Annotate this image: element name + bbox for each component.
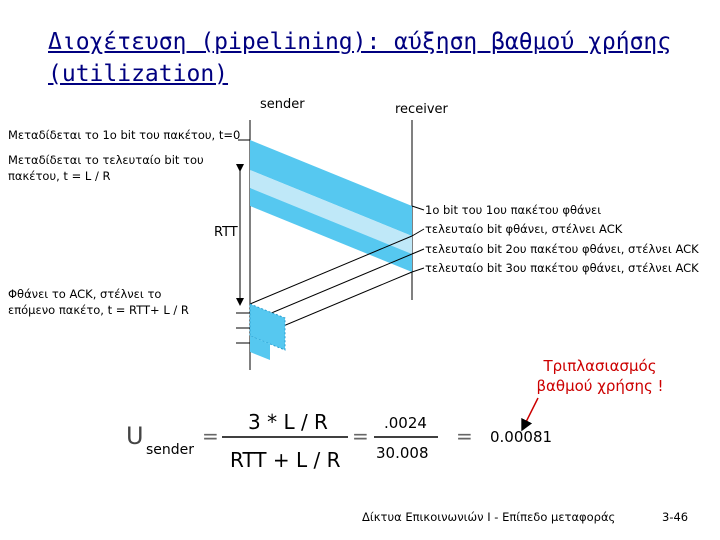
- formula-eq-1: =: [202, 424, 219, 448]
- receiver-label: receiver: [395, 102, 448, 117]
- label-ack-2: επόμενο πακέτο, t = RTT+ L / R: [8, 303, 189, 317]
- label-first-bit: Μεταδίδεται το 1ο bit του πακέτου, t=0: [8, 128, 241, 142]
- label-last-bit-1: Μεταδίδεται το τελευταίο bit του: [8, 153, 204, 167]
- label-third-last: τελευταίο bit 3ου πακέτου φθάνει, στέλνει ACK: [425, 261, 699, 275]
- callout-line-2: βαθμού χρήσης !: [536, 377, 664, 395]
- page-number: 3-46: [662, 510, 689, 524]
- pointer-first-arrives: [412, 206, 424, 210]
- formula-numerator: 3 * L / R: [248, 410, 328, 434]
- ack-line-1: [250, 236, 412, 304]
- formula-eq-3: =: [456, 424, 473, 448]
- formula-eq-2: =: [352, 424, 369, 448]
- sender-label: sender: [260, 97, 305, 112]
- footer-text: Δίκτυα Επικοινωνιών Ι - Επίπεδο μεταφοράς: [362, 510, 616, 524]
- pointer-third-last: [412, 268, 424, 272]
- callout-line-1: Τριπλασιασμός: [543, 357, 657, 375]
- label-rtt: RTT: [214, 225, 238, 240]
- label-last-bit-2: πακέτου, t = L / R: [8, 169, 111, 183]
- ack-line-2: [250, 254, 412, 322]
- pointer-second-last: [412, 249, 424, 254]
- formula-u: U: [126, 422, 144, 450]
- callout-arrow: [524, 398, 538, 426]
- pointer-last-arrives: [412, 229, 424, 236]
- label-first-arrives: 1ο bit του 1ου πακέτου φθάνει: [425, 203, 602, 217]
- slide-title: Διοχέτευση (pipelining): αύξηση βαθμού χρήσης (utilization): [48, 29, 672, 87]
- formula-den2: 30.008: [376, 444, 429, 462]
- formula-result: 0.00081: [490, 428, 553, 446]
- label-last-arrives: τελευταίο bit φθάνει, στέλνει ACK: [425, 222, 623, 236]
- formula-denominator: RTT + L / R: [230, 448, 341, 472]
- formula-u-subscript: sender: [146, 442, 195, 458]
- label-ack-1: Φθάνει το ACK, στέλνει το: [8, 287, 162, 301]
- label-second-last: τελευταίο bit 2ου πακέτου φθάνει, στέλνει ACK: [425, 242, 699, 256]
- formula-num2: .0024: [384, 414, 427, 432]
